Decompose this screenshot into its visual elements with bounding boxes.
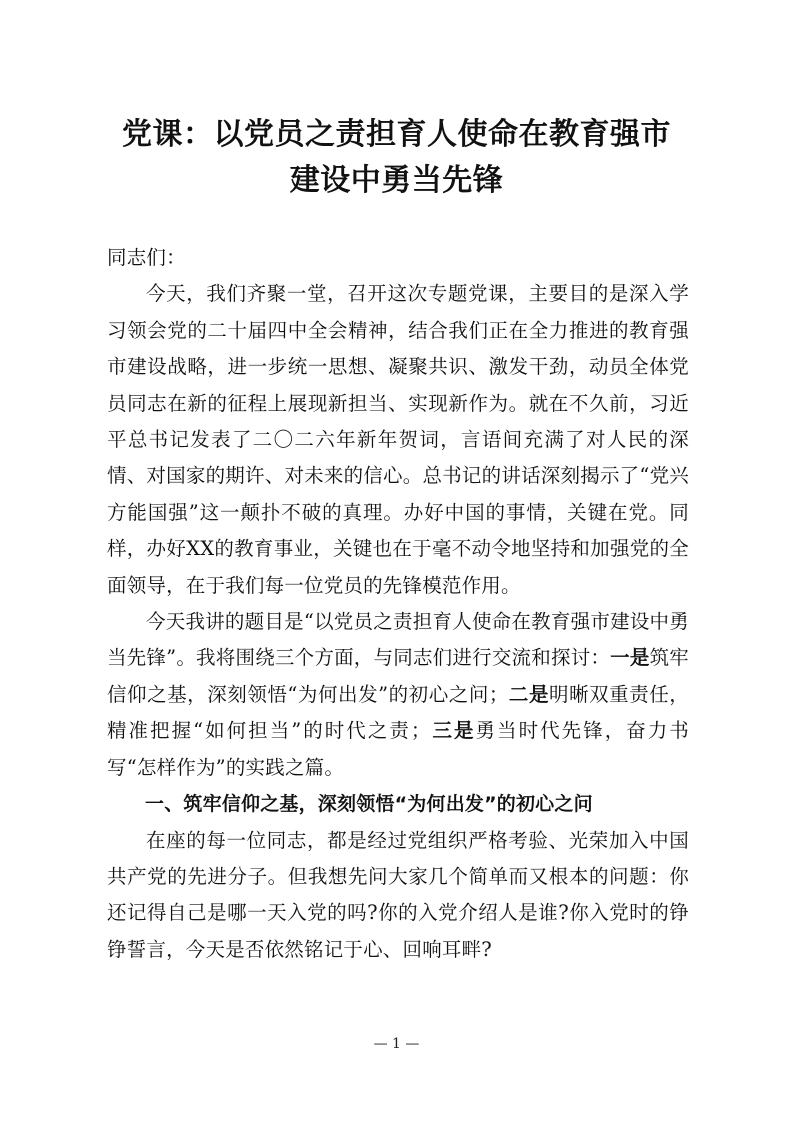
title-line-1: 党课：以党员之责担育人使命在教育强市: [122, 117, 671, 152]
title-line-2: 建设中勇当先锋: [289, 163, 504, 198]
outline-text-2: 明晰双重责任，精准把握“如何担当”的时代之责；: [107, 682, 690, 743]
section-heading-1: 一、筑牢信仰之基，深刻领悟“为何出发”的初心之问: [145, 793, 593, 816]
outline-label-1: 一是: [610, 646, 650, 670]
salutation: 同志们：: [107, 246, 186, 269]
page-number: — 1 —: [373, 1036, 420, 1052]
paragraph-outline: [107, 604, 689, 786]
outline-intro: 今天我讲的题目是“以党员之责担育人使命在教育强市建设中勇当先锋”。我将围绕三个方面，与同志们进行交流和探讨：: [107, 610, 689, 670]
document-title: [0, 112, 793, 204]
outline-text-3: 勇当时代先锋，奋力书写“怎样作为”的实践之篇。: [107, 719, 689, 779]
outline-label-3: 三是: [430, 719, 476, 743]
document-body: [107, 240, 689, 968]
paragraph-intro: 今天，我们齐聚一堂，召开这次专题党课，主要目的是深入学习领会党的二十届四中全会精神，结合我们正在全力推进的教育强市建设战略，进一步统一思想、凝聚共识、激发干劲，动员全体党员同志在新的征程上展现新担当、实现新作为。就在不久前，习近平总书记发表了二〇二六年新年贺词，言语间充满了对人民的深情、对国家的期许、对未来的信心。总书记的讲话深刻揭示了“党兴方能国强”这一颠扑不破的真理。办好中国的事情，关键在党。同样，办好XX的教育事业，关键也在于毫不动令地坚持和加强党的全面领导，在于我们每一位党员的先锋模范作用。: [107, 282, 689, 597]
outline-text-1: 筑牢信仰之基，深刻领悟“为何出发”的初心之问；: [107, 646, 689, 706]
outline-label-2: 二是: [508, 682, 550, 706]
paragraph-section1: 在座的每一位同志，都是经过党组织严格考验、光荣加入中国共产党的先进分子。但我想先问大家几个简单而又根本的问题：你还记得自己是哪一天入党的吗?你的入党介绍人是谁?你入党时的铮铮誓言，今天是否依然铭记于心、回响耳畔?: [107, 828, 689, 961]
